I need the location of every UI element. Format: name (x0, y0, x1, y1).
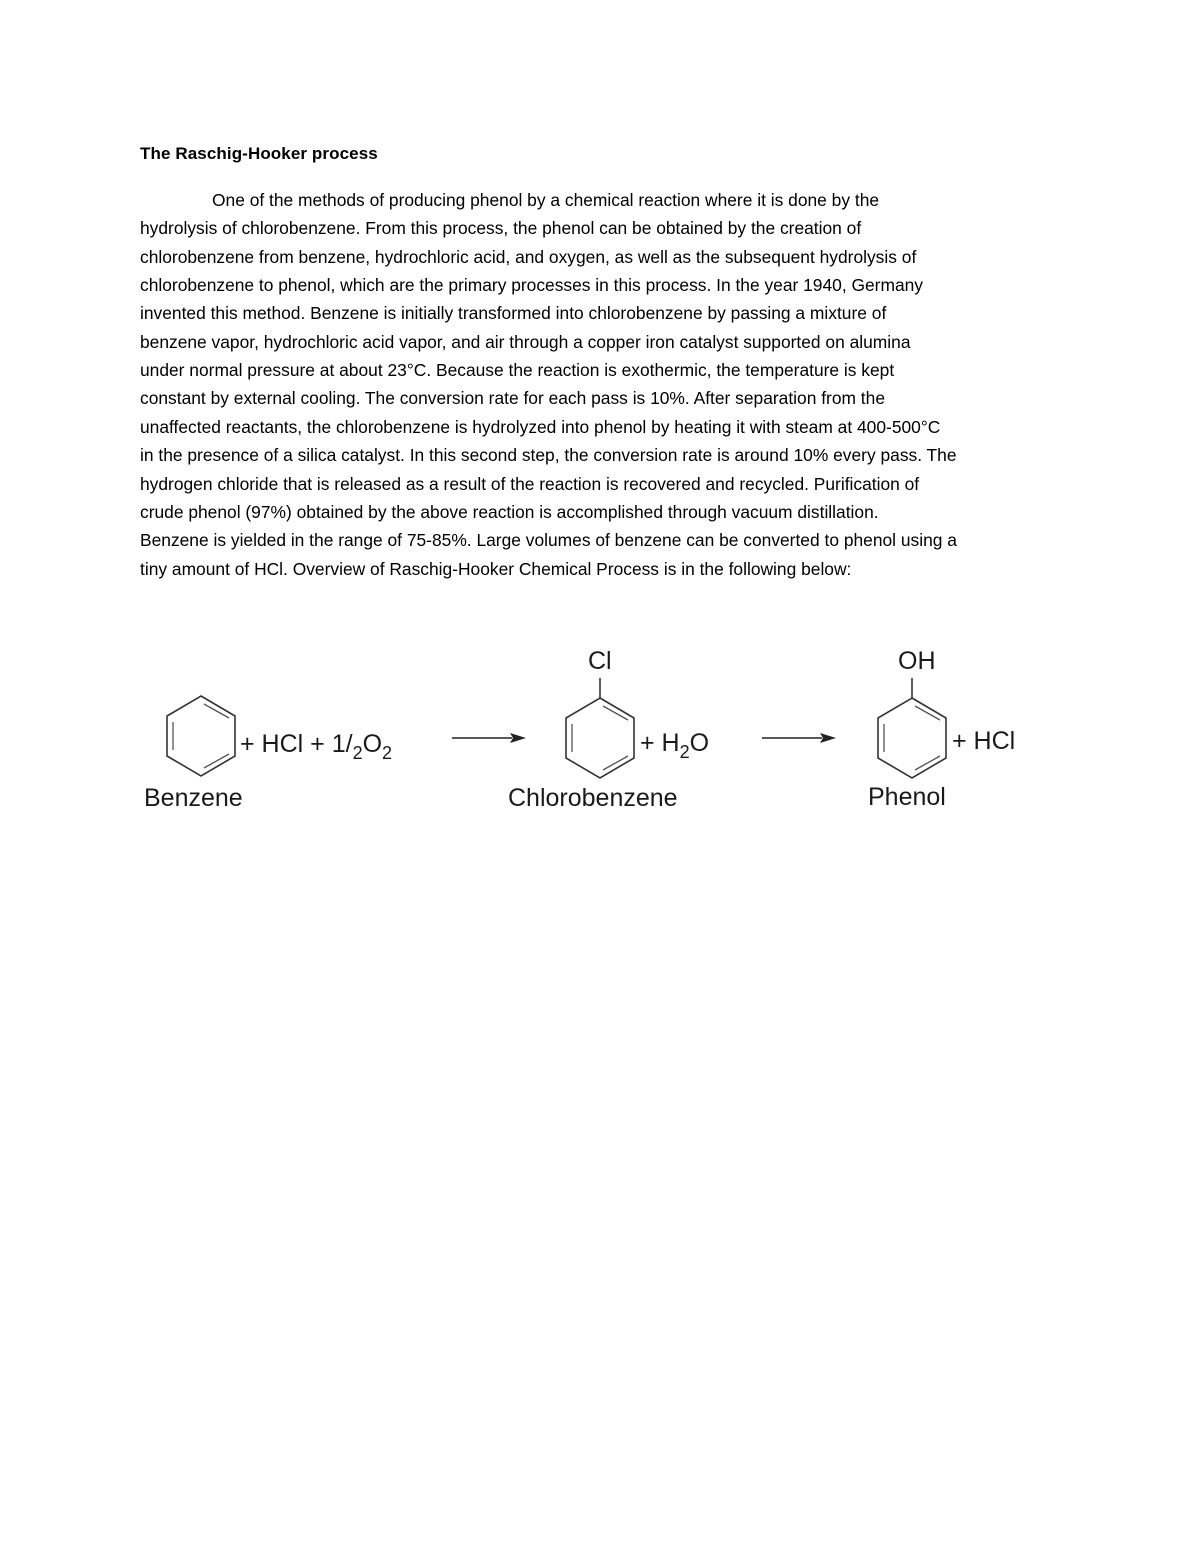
phenol-label: Phenol (868, 783, 946, 811)
paragraph-line: crude phenol (97%) obtained by the above reaction is accomplished through vacuum distillation. (140, 502, 879, 522)
document-title: The Raschig-Hooker process (140, 144, 378, 163)
paragraph-line: invented this method. Benzene is initially transformed into chlorobenzene by passing a mixture of (140, 303, 887, 323)
phenol-structure (878, 678, 946, 778)
paragraph-line: constant by external cooling. The conversion rate for each pass is 10%. After separation from the (140, 388, 885, 408)
benzene-structure (167, 696, 235, 776)
paragraph-line: unaffected reactants, the chlorobenzene is hydrolyzed into phenol by heating it with steam at 400-500°C (140, 417, 941, 437)
paragraph-line: hydrolysis of chlorobenzene. From this process, the phenol can be obtained by the creation of (140, 218, 862, 238)
chlorobenzene-label: Chlorobenzene (508, 784, 678, 812)
benzene-label: Benzene (144, 784, 243, 812)
paragraph-line: under normal pressure at about 23°C. Because the reaction is exothermic, the temperature is kept (140, 360, 895, 380)
paragraph-line: in the presence of a silica catalyst. In this second step, the conversion rate is around 10% every pass. The (140, 445, 957, 465)
chlorobenzene-structure (566, 678, 634, 778)
step1-reagents: + HCl + $1/_2O_2$ (240, 730, 393, 763)
paragraph-line: tiny amount of HCl. Overview of Raschig-Hooker Chemical Process is in the following below: (140, 559, 852, 579)
paragraph-line: hydrogen chloride that is released as a result of the reaction is recovered and recycled. Purification of (140, 474, 920, 494)
step2-reagents: + $H_2O$ (640, 729, 710, 762)
paragraph-line: One of the methods of producing phenol by a chemical reaction where it is done by the (212, 190, 880, 210)
chloro-substituent: Cl (588, 647, 612, 675)
step3-byproduct: + HCl (952, 727, 1016, 755)
paragraph-line: chlorobenzene to phenol, which are the primary processes in this process. In the year 1940, Germany (140, 275, 923, 295)
reaction-arrow-2 (762, 733, 836, 743)
paragraph-line: chlorobenzene from benzene, hydrochloric acid, and oxygen, as well as the subsequent hydrolysis of (140, 247, 917, 267)
reaction-arrow-1 (452, 733, 526, 743)
paragraph-line: benzene vapor, hydrochloric acid vapor, and air through a copper iron catalyst supported on alumina (140, 332, 911, 352)
paragraph-line: Benzene is yielded in the range of 75-85%. Large volumes of benzene can be converted to phenol using a (140, 530, 957, 550)
hydroxyl-substituent: OH (898, 647, 936, 675)
